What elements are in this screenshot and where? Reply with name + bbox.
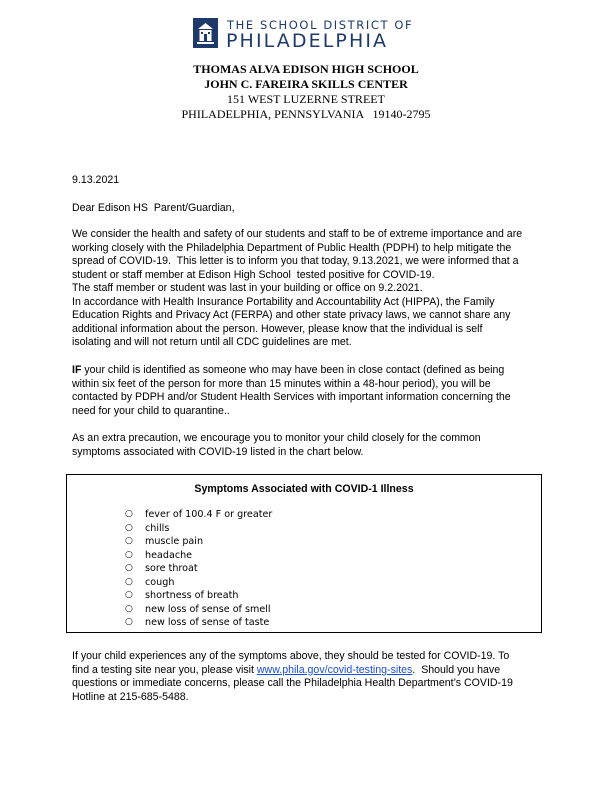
paragraph-line: In accordance with Health Insurance Portability and Accountability Act (HIPPA), the Family xyxy=(72,295,495,308)
paragraph-line: As an extra precaution, we encourage you to monitor your child closely for the common xyxy=(72,432,481,444)
paragraph-line xyxy=(72,664,542,678)
paragraph-line: additional information about the person. However, please know that the individual is self xyxy=(72,322,483,335)
symptom-item xyxy=(125,549,272,563)
paragraph-line xyxy=(72,364,542,378)
paragraph-testing xyxy=(72,650,542,704)
paragraph-line: contacted by PDPH and/or Student Health Services with important information concerning the xyxy=(72,391,511,403)
street-address: 151 WEST LUZERNE STREET xyxy=(227,92,385,106)
paragraph-line: We consider the health and safety of our students and staff to be of extreme importance and are xyxy=(72,228,523,240)
paragraph-line: need for your child to quarantine.. xyxy=(72,404,230,417)
circle-bullet-icon: ○ xyxy=(125,549,133,560)
paragraph-line: If your child experiences any of the symptoms above, they should be tested for COVID-19. To xyxy=(72,650,510,662)
if-emphasis: IF xyxy=(72,364,82,376)
symptoms-box xyxy=(66,474,542,633)
symptom-item xyxy=(125,603,272,617)
paragraph-notification xyxy=(72,228,542,350)
symptom-label: cough xyxy=(145,576,175,588)
circle-bullet-icon: ○ xyxy=(125,603,133,614)
circle-bullet-icon: ○ xyxy=(125,509,133,519)
symptom-item xyxy=(125,589,272,603)
symptom-label: muscle pain xyxy=(145,536,204,547)
paragraph-precaution xyxy=(72,432,542,459)
paragraph-line-post: . Should you have xyxy=(412,663,501,676)
paragraph-line-rest: your child is identified as someone who may have been in close contact (defined as being xyxy=(81,364,505,376)
center-name: JOHN C. FAREIRA SKILLS CENTER xyxy=(204,77,408,91)
symptom-label: new loss of sense of smell xyxy=(145,603,271,615)
circle-bullet-icon: ○ xyxy=(125,590,133,600)
letter-greeting: Dear Edison HS Parent/Guardian, xyxy=(72,202,235,214)
logo-line-1: THE SCHOOL DISTRICT OF xyxy=(227,18,414,32)
circle-bullet-icon: ○ xyxy=(125,563,133,573)
symptom-label: shortness of breath xyxy=(145,590,239,601)
paragraph-line: questions or immediate concerns, please call the Philadelphia Health Department’s COVID-19 xyxy=(72,677,513,689)
symptoms-list xyxy=(125,508,272,630)
paragraph-line: symptoms associated with COVID-19 listed in the chart below. xyxy=(72,445,364,458)
symptom-item xyxy=(125,535,272,549)
city-state-zip: PHILADELPHIA, PENNSYLVANIA 19140-2795 xyxy=(181,107,431,121)
paragraph-line: spread of COVID-19. This letter is to inform you that today, 9.13.2021, we were informed that a xyxy=(72,255,519,267)
paragraph-line: within six feet of the person for more than 15 minutes within a 48-hour period), you will be xyxy=(72,377,491,390)
testing-sites-link[interactable]: www.phila.gov/covid-testing-sites xyxy=(256,663,413,676)
paragraph-line: working closely with the Philadelphia Department of Public Health (PDPH) to help mitigate the xyxy=(72,241,512,254)
symptom-item xyxy=(125,522,272,536)
symptom-item xyxy=(125,508,272,522)
school-name: THOMAS ALVA EDISON HIGH SCHOOL xyxy=(193,62,419,76)
paragraph-close-contact xyxy=(72,364,542,418)
symptom-label: sore throat xyxy=(145,563,198,574)
paragraph-line-pre: find a testing site near you, please visit xyxy=(72,663,257,676)
circle-bullet-icon: ○ xyxy=(125,522,133,533)
symptom-item xyxy=(125,576,272,590)
circle-bullet-icon: ○ xyxy=(125,536,133,546)
symptom-item xyxy=(125,562,272,576)
letter-date: 9.13.2021 xyxy=(72,174,120,186)
district-logo xyxy=(193,18,413,52)
paragraph-line: The staff member or student was last in your building or office on 9.2.2021. xyxy=(72,282,423,294)
symptom-label: chills xyxy=(145,522,170,534)
symptom-label: headache xyxy=(145,549,193,561)
paragraph-line: Hotline at 215-685-5488. xyxy=(72,690,189,703)
paragraph-line: isolating and will not return until all CDC guidelines are met. xyxy=(72,336,352,348)
school-building-icon xyxy=(193,18,218,48)
paragraph-line: student or staff member at Edison High School tested positive for COVID-19. xyxy=(72,268,435,281)
circle-bullet-icon: ○ xyxy=(125,617,133,627)
paragraph-line: Education Rights and Privacy Act (FERPA) and other state privacy laws, we cannot share any xyxy=(72,309,511,321)
letterhead xyxy=(0,62,612,122)
circle-bullet-icon: ○ xyxy=(125,576,133,587)
symptom-item xyxy=(125,616,272,630)
symptoms-title: Symptoms Associated with COVID-1 Illness xyxy=(194,483,414,495)
symptom-label: new loss of sense of taste xyxy=(145,617,270,628)
symptom-label: fever of 100.4 F or greater xyxy=(145,509,273,520)
logo-line-2: PHILADELPHIA xyxy=(226,30,389,52)
